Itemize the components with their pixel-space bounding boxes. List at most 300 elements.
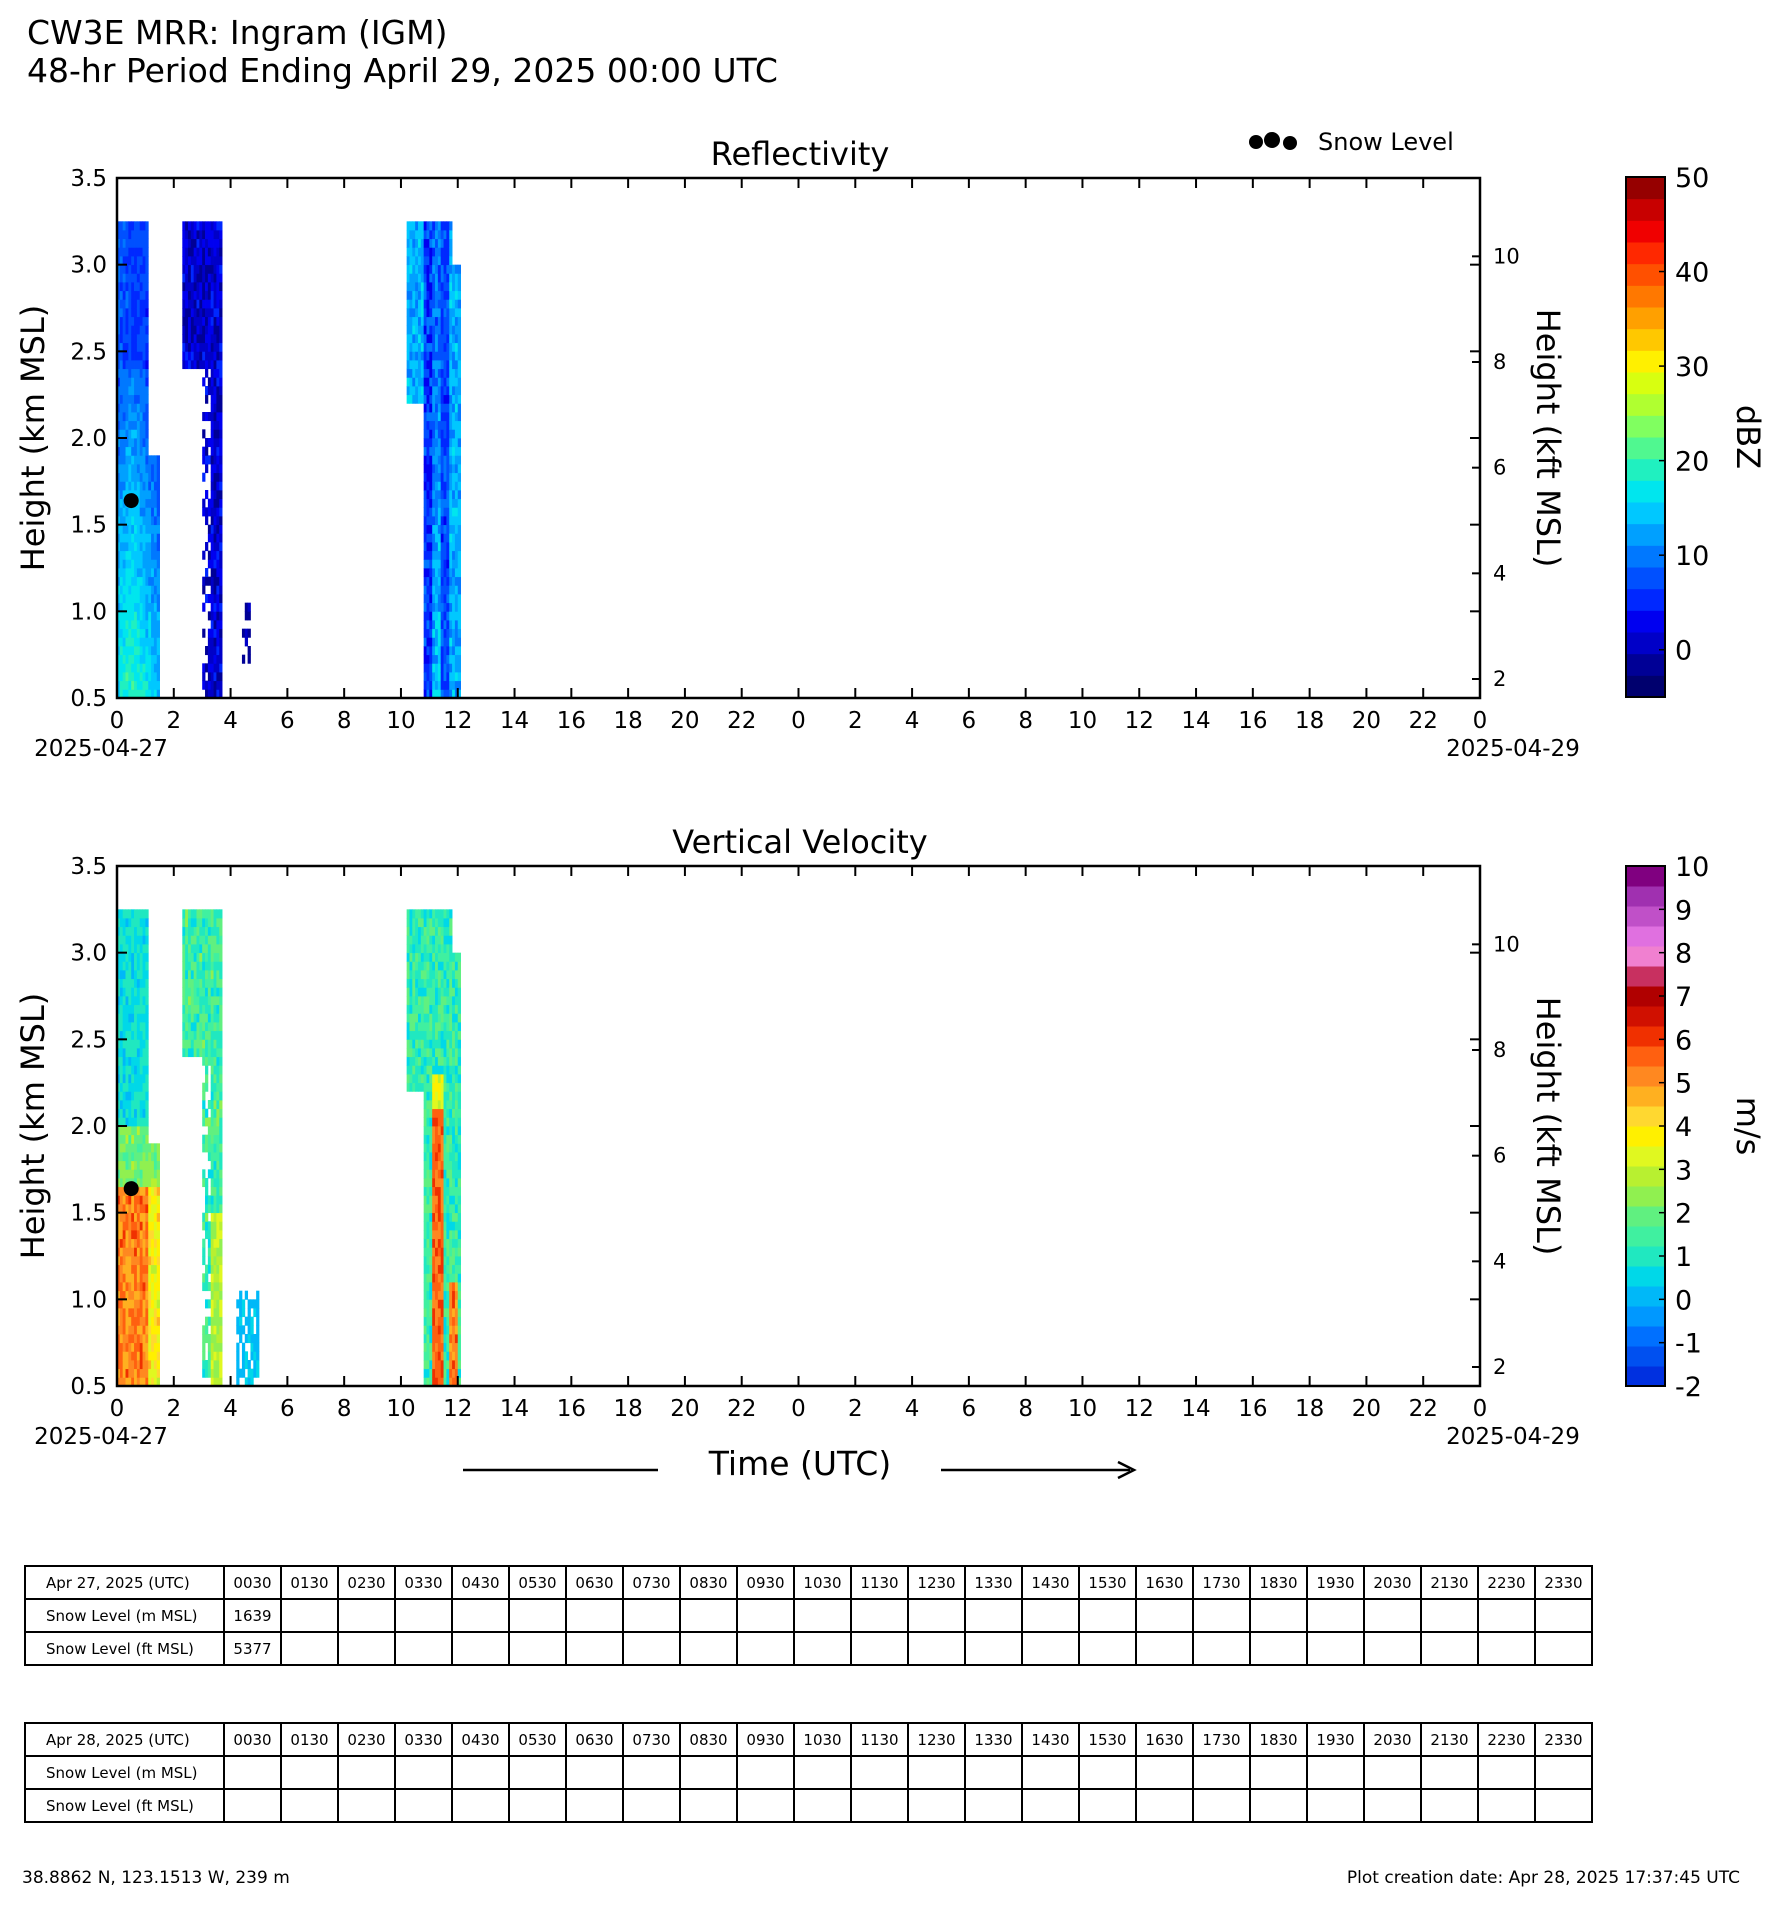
heatmap-cell bbox=[208, 1048, 211, 1057]
heatmap-cell bbox=[407, 317, 410, 326]
heatmap-cell bbox=[128, 909, 131, 918]
heatmap-cell bbox=[250, 1369, 253, 1378]
heatmap-cell bbox=[421, 1065, 424, 1074]
heatmap-cell bbox=[424, 343, 427, 352]
heatmap-cell bbox=[407, 1039, 410, 1048]
heatmap-cell bbox=[140, 1239, 143, 1248]
heatmap-cell bbox=[421, 273, 424, 282]
heatmap-cell bbox=[140, 351, 143, 360]
heatmap-cell bbox=[424, 1109, 427, 1118]
heatmap-cell bbox=[194, 317, 197, 326]
heatmap-cell bbox=[202, 334, 205, 343]
heatmap-cell bbox=[128, 1265, 131, 1274]
heatmap-cell bbox=[148, 646, 151, 655]
x-date-end: 2025-04-29 bbox=[1446, 736, 1580, 762]
heatmap-cell bbox=[185, 970, 188, 979]
heatmap-cell bbox=[449, 1256, 452, 1265]
heatmap-cell bbox=[435, 525, 438, 534]
heatmap-cell bbox=[449, 996, 452, 1005]
heatmap-cell bbox=[211, 273, 214, 282]
heatmap-cell bbox=[205, 979, 208, 988]
heatmap-cell bbox=[216, 1299, 219, 1308]
colorbar-tick-label: 9 bbox=[1675, 895, 1693, 927]
heatmap-cell bbox=[137, 403, 140, 412]
heatmap-cell bbox=[446, 308, 449, 317]
table-time-cell: 2030 bbox=[1364, 1566, 1421, 1599]
heatmap-cell bbox=[449, 256, 452, 265]
heatmap-cell bbox=[120, 247, 123, 256]
heatmap-cell bbox=[216, 1273, 219, 1282]
heatmap-cell bbox=[458, 282, 461, 291]
heatmap-cell bbox=[143, 611, 146, 620]
heatmap-cell bbox=[424, 1343, 427, 1352]
heatmap-cell bbox=[455, 620, 458, 629]
heatmap-cell bbox=[205, 221, 208, 230]
heatmap-cell bbox=[148, 1204, 151, 1213]
heatmap-cell bbox=[429, 525, 432, 534]
heatmap-cell bbox=[418, 935, 421, 944]
heatmap-cell bbox=[157, 1204, 160, 1213]
heatmap-cell bbox=[438, 343, 441, 352]
heatmap-cell bbox=[202, 1369, 205, 1378]
table-time-cell: 2330 bbox=[1535, 1723, 1592, 1756]
heatmap-cell bbox=[418, 282, 421, 291]
heatmap-cell bbox=[120, 1256, 123, 1265]
heatmap-cell bbox=[128, 239, 131, 248]
right-y-axis-label: Height (kft MSL) bbox=[1529, 308, 1567, 568]
heatmap-cell bbox=[145, 1282, 148, 1291]
heatmap-cell bbox=[128, 412, 131, 421]
heatmap-cell bbox=[432, 325, 435, 334]
table-value-cell bbox=[680, 1756, 737, 1789]
heatmap-cell bbox=[137, 1091, 140, 1100]
heatmap-cell bbox=[438, 1022, 441, 1031]
heatmap-cell bbox=[120, 377, 123, 386]
colorbar-segment bbox=[1626, 415, 1665, 437]
heatmap-cell bbox=[145, 953, 148, 962]
heatmap-cell bbox=[123, 935, 126, 944]
heatmap-cell bbox=[444, 927, 447, 936]
heatmap-cell bbox=[429, 551, 432, 560]
heatmap-cell bbox=[211, 646, 214, 655]
heatmap-cell bbox=[185, 918, 188, 927]
heatmap-cell bbox=[216, 516, 219, 525]
heatmap-cell bbox=[131, 1083, 134, 1092]
heatmap-cell bbox=[446, 256, 449, 265]
heatmap-cell bbox=[128, 1091, 131, 1100]
heatmap-cell bbox=[137, 663, 140, 672]
heatmap-cell bbox=[134, 1282, 137, 1291]
heatmap-cell bbox=[123, 1152, 126, 1161]
heatmap-cell bbox=[424, 516, 427, 525]
heatmap-cell bbox=[211, 629, 214, 638]
heatmap-cell bbox=[211, 1221, 214, 1230]
heatmap-cell bbox=[432, 1126, 435, 1135]
heatmap-cell bbox=[185, 1013, 188, 1022]
heatmap-cell bbox=[137, 551, 140, 560]
heatmap-cell bbox=[441, 1343, 444, 1352]
heatmap-cell bbox=[441, 1247, 444, 1256]
heatmap-cell bbox=[245, 1351, 248, 1360]
heatmap-cell bbox=[143, 386, 146, 395]
heatmap-cell bbox=[131, 351, 134, 360]
heatmap-cell bbox=[216, 655, 219, 664]
heatmap-cell bbox=[421, 927, 424, 936]
heatmap-cell bbox=[199, 1013, 202, 1022]
heatmap-cell bbox=[432, 1343, 435, 1352]
heatmap-cell bbox=[435, 1204, 438, 1213]
heatmap-cell bbox=[194, 987, 197, 996]
heatmap-cell bbox=[137, 1117, 140, 1126]
heatmap-cell bbox=[128, 559, 131, 568]
heatmap-cell bbox=[415, 1039, 418, 1048]
heatmap-cell bbox=[145, 499, 148, 508]
table-value-cell bbox=[1022, 1599, 1079, 1632]
heatmap-cell bbox=[128, 551, 131, 560]
heatmap-cell bbox=[429, 577, 432, 586]
heatmap-cell bbox=[435, 239, 438, 248]
heatmap-cell bbox=[120, 1048, 123, 1057]
heatmap-cell bbox=[143, 421, 146, 430]
heatmap-cell bbox=[455, 516, 458, 525]
heatmap-cell bbox=[435, 1325, 438, 1334]
heatmap-cell bbox=[441, 637, 444, 646]
heatmap-cell bbox=[120, 317, 123, 326]
heatmap-cell bbox=[120, 265, 123, 274]
heatmap-cell bbox=[211, 377, 214, 386]
heatmap-cell bbox=[424, 944, 427, 953]
heatmap-cell bbox=[458, 1143, 461, 1152]
heatmap-cell bbox=[148, 1265, 151, 1274]
heatmap-cell bbox=[137, 1334, 140, 1343]
heatmap-cell bbox=[140, 1334, 143, 1343]
heatmap-cell bbox=[452, 1091, 455, 1100]
heatmap-cell bbox=[435, 1247, 438, 1256]
heatmap-cell bbox=[455, 1100, 458, 1109]
heatmap-cell bbox=[449, 1247, 452, 1256]
heatmap-cell bbox=[427, 1247, 430, 1256]
heatmap-cell bbox=[449, 1369, 452, 1378]
heatmap-cell bbox=[452, 447, 455, 456]
heatmap-cell bbox=[126, 1308, 129, 1317]
heatmap-cell bbox=[216, 299, 219, 308]
heatmap-cell bbox=[427, 1369, 430, 1378]
heatmap-cell bbox=[126, 1057, 129, 1066]
heatmap-cell bbox=[185, 1022, 188, 1031]
heatmap-cell bbox=[444, 585, 447, 594]
heatmap-cell bbox=[432, 299, 435, 308]
heatmap-cell bbox=[191, 265, 194, 274]
heatmap-cell bbox=[452, 1343, 455, 1352]
heatmap-cell bbox=[407, 273, 410, 282]
heatmap-cell bbox=[219, 1343, 222, 1352]
heatmap-cell bbox=[137, 1239, 140, 1248]
heatmap-cell bbox=[128, 403, 131, 412]
heatmap-cell bbox=[211, 473, 214, 482]
heatmap-cell bbox=[123, 620, 126, 629]
snow-level-marker bbox=[124, 1181, 139, 1196]
heatmap-cell bbox=[140, 239, 143, 248]
heatmap-cell bbox=[134, 1204, 137, 1213]
heatmap-cell bbox=[157, 481, 160, 490]
heatmap-cell bbox=[418, 230, 421, 239]
heatmap-cell bbox=[197, 987, 200, 996]
heatmap-cell bbox=[205, 1178, 208, 1187]
heatmap-cell bbox=[151, 1291, 154, 1300]
heatmap-cell bbox=[446, 317, 449, 326]
heatmap-cell bbox=[120, 987, 123, 996]
heatmap-cell bbox=[441, 499, 444, 508]
heatmap-cell bbox=[216, 1100, 219, 1109]
heatmap-cell bbox=[182, 953, 185, 962]
heatmap-cell bbox=[191, 291, 194, 300]
heatmap-cell bbox=[157, 1221, 160, 1230]
heatmap-cell bbox=[214, 317, 217, 326]
heatmap-cell bbox=[219, 1057, 222, 1066]
heatmap-cell bbox=[123, 1317, 126, 1326]
heatmap-cell bbox=[194, 979, 197, 988]
heatmap-cell bbox=[432, 265, 435, 274]
heatmap-cell bbox=[438, 1169, 441, 1178]
heatmap-cell bbox=[211, 325, 214, 334]
colorbar-tick-label: 40 bbox=[1675, 257, 1710, 289]
heatmap-cell bbox=[120, 308, 123, 317]
heatmap-cell bbox=[452, 568, 455, 577]
heatmap-cell bbox=[145, 594, 148, 603]
heatmap-cell bbox=[143, 1213, 146, 1222]
table-value-cell bbox=[1421, 1756, 1478, 1789]
heatmap-cell bbox=[208, 282, 211, 291]
heatmap-cell bbox=[438, 499, 441, 508]
heatmap-cell bbox=[452, 577, 455, 586]
heatmap-cell bbox=[199, 343, 202, 352]
heatmap-cell bbox=[205, 343, 208, 352]
heatmap-cell bbox=[128, 1343, 131, 1352]
heatmap-cell bbox=[157, 594, 160, 603]
heatmap-cell bbox=[128, 568, 131, 577]
heatmap-cell bbox=[205, 438, 208, 447]
heatmap-cell bbox=[452, 585, 455, 594]
heatmap-cell bbox=[248, 1325, 251, 1334]
heatmap-cell bbox=[432, 490, 435, 499]
heatmap-cell bbox=[145, 655, 148, 664]
heatmap-cell bbox=[219, 1360, 222, 1369]
heatmap-cell bbox=[429, 1325, 432, 1334]
heatmap-cell bbox=[120, 1091, 123, 1100]
heatmap-cell bbox=[441, 1126, 444, 1135]
heatmap-cell bbox=[211, 291, 214, 300]
heatmap-cell bbox=[128, 1247, 131, 1256]
heatmap-cell bbox=[131, 1204, 134, 1213]
heatmap-cell bbox=[438, 1351, 441, 1360]
heatmap-cell bbox=[131, 1048, 134, 1057]
heatmap-cell bbox=[143, 507, 146, 516]
heatmap-cell bbox=[449, 265, 452, 274]
heatmap-cell bbox=[145, 1031, 148, 1040]
heatmap-cell bbox=[245, 1291, 248, 1300]
heatmap-cell bbox=[137, 1013, 140, 1022]
heatmap-cell bbox=[194, 953, 197, 962]
heatmap-cell bbox=[211, 507, 214, 516]
heatmap-cell bbox=[140, 1299, 143, 1308]
heatmap-cell bbox=[412, 317, 415, 326]
heatmap-cell bbox=[202, 499, 205, 508]
heatmap-cell bbox=[432, 1195, 435, 1204]
heatmap-cell bbox=[446, 637, 449, 646]
y-axis-label: Height (km MSL) bbox=[14, 304, 52, 572]
heatmap-cell bbox=[145, 1143, 148, 1152]
heatmap-cell bbox=[154, 525, 157, 534]
heatmap-cell bbox=[415, 291, 418, 300]
heatmap-cell bbox=[449, 603, 452, 612]
heatmap-cell bbox=[214, 369, 217, 378]
heatmap-cell bbox=[202, 1005, 205, 1014]
heatmap-cell bbox=[199, 334, 202, 343]
heatmap-cell bbox=[458, 525, 461, 534]
heatmap-cell bbox=[211, 1308, 214, 1317]
heatmap-cell bbox=[216, 1057, 219, 1066]
heatmap-cell bbox=[219, 909, 222, 918]
heatmap-cell bbox=[154, 663, 157, 672]
heatmap-cell bbox=[214, 1187, 217, 1196]
heatmap-cell bbox=[415, 1083, 418, 1092]
heatmap-cell bbox=[407, 325, 410, 334]
heatmap-cell bbox=[191, 909, 194, 918]
heatmap-cell bbox=[407, 961, 410, 970]
heatmap-cell bbox=[199, 325, 202, 334]
heatmap-cell bbox=[194, 265, 197, 274]
heatmap-cell bbox=[134, 1213, 137, 1222]
heatmap-cell bbox=[449, 447, 452, 456]
heatmap-cell bbox=[194, 918, 197, 927]
heatmap-cell bbox=[131, 291, 134, 300]
heatmap-cell bbox=[137, 1135, 140, 1144]
table-value-cell bbox=[395, 1632, 452, 1665]
y-axis-label: Height (km MSL) bbox=[14, 992, 52, 1260]
heatmap-cell bbox=[427, 403, 430, 412]
heatmap-cell bbox=[148, 1308, 151, 1317]
heatmap-cell bbox=[211, 221, 214, 230]
heatmap-cell bbox=[432, 412, 435, 421]
heatmap-cell bbox=[452, 1265, 455, 1274]
heatmap-cell bbox=[432, 230, 435, 239]
heatmap-cell bbox=[188, 239, 191, 248]
heatmap-cell bbox=[134, 918, 137, 927]
heatmap-cell bbox=[432, 516, 435, 525]
heatmap-cell bbox=[409, 987, 412, 996]
heatmap-cell bbox=[128, 953, 131, 962]
heatmap-cell bbox=[429, 247, 432, 256]
heatmap-cell bbox=[140, 386, 143, 395]
heatmap-cell bbox=[219, 1161, 222, 1170]
heatmap-cell bbox=[145, 944, 148, 953]
heatmap-cell bbox=[128, 464, 131, 473]
heatmap-cell bbox=[211, 672, 214, 681]
heatmap-cell bbox=[452, 1325, 455, 1334]
heatmap-cell bbox=[208, 1057, 211, 1066]
heatmap-cell bbox=[424, 386, 427, 395]
heatmap-cell bbox=[418, 918, 421, 927]
heatmap-cell bbox=[427, 438, 430, 447]
heatmap-cell bbox=[211, 1083, 214, 1092]
heatmap-cell bbox=[427, 1360, 430, 1369]
colorbar-tick-label: 30 bbox=[1675, 352, 1710, 384]
heatmap-cell bbox=[140, 1221, 143, 1230]
heatmap-cell bbox=[424, 655, 427, 664]
heatmap-cell bbox=[182, 308, 185, 317]
heatmap-cell bbox=[424, 979, 427, 988]
table-row bbox=[25, 1756, 1592, 1789]
heatmap-cell bbox=[123, 447, 126, 456]
heatmap-cell bbox=[248, 1317, 251, 1326]
heatmap-cell bbox=[458, 594, 461, 603]
heatmap-cell bbox=[418, 291, 421, 300]
table-value-cell bbox=[851, 1756, 908, 1789]
heatmap-cell bbox=[197, 1048, 200, 1057]
heatmap-cell bbox=[449, 533, 452, 542]
heatmap-cell bbox=[435, 1195, 438, 1204]
heatmap-cell bbox=[444, 1273, 447, 1282]
heatmap-cell bbox=[407, 282, 410, 291]
heatmap-cell bbox=[435, 637, 438, 646]
y-tick-label: 3.5 bbox=[70, 854, 107, 880]
heatmap-cell bbox=[248, 655, 251, 664]
heatmap-cell bbox=[449, 1039, 452, 1048]
heatmap-cell bbox=[145, 247, 148, 256]
heatmap-cell bbox=[256, 1334, 259, 1343]
heatmap-cell bbox=[123, 351, 126, 360]
heatmap-cell bbox=[452, 1135, 455, 1144]
heatmap-cell bbox=[131, 412, 134, 421]
heatmap-cell bbox=[245, 611, 248, 620]
heatmap-cell bbox=[126, 551, 129, 560]
heatmap-cell bbox=[427, 568, 430, 577]
heatmap-cell bbox=[446, 325, 449, 334]
heatmap-cell bbox=[409, 1083, 412, 1092]
heatmap-cell bbox=[216, 909, 219, 918]
heatmap-cell bbox=[424, 594, 427, 603]
heatmap-cell bbox=[432, 1282, 435, 1291]
heatmap-cell bbox=[154, 1256, 157, 1265]
heatmap-cell bbox=[438, 646, 441, 655]
heatmap-cell bbox=[128, 1291, 131, 1300]
heatmap-cell bbox=[140, 1169, 143, 1178]
heatmap-cell bbox=[441, 1100, 444, 1109]
heatmap-cell bbox=[188, 935, 191, 944]
heatmap-cell bbox=[435, 1187, 438, 1196]
heatmap-cell bbox=[421, 247, 424, 256]
heatmap-cell bbox=[208, 1360, 211, 1369]
table-time-cell: 2230 bbox=[1478, 1566, 1535, 1599]
heatmap-cell bbox=[449, 1239, 452, 1248]
heatmap-cell bbox=[143, 499, 146, 508]
heatmap-cell bbox=[143, 620, 146, 629]
heatmap-cell bbox=[143, 953, 146, 962]
heatmap-cell bbox=[452, 377, 455, 386]
heatmap-cell bbox=[126, 646, 129, 655]
heatmap-cell bbox=[441, 996, 444, 1005]
heatmap-cell bbox=[219, 369, 222, 378]
heatmap-cell bbox=[140, 681, 143, 690]
heatmap-cell bbox=[455, 325, 458, 334]
heatmap-cell bbox=[441, 1334, 444, 1343]
heatmap-cell bbox=[123, 918, 126, 927]
heatmap-cell bbox=[415, 909, 418, 918]
heatmap-cell bbox=[446, 369, 449, 378]
heatmap-cell bbox=[444, 1152, 447, 1161]
heatmap-cell bbox=[458, 620, 461, 629]
heatmap-cell bbox=[444, 970, 447, 979]
